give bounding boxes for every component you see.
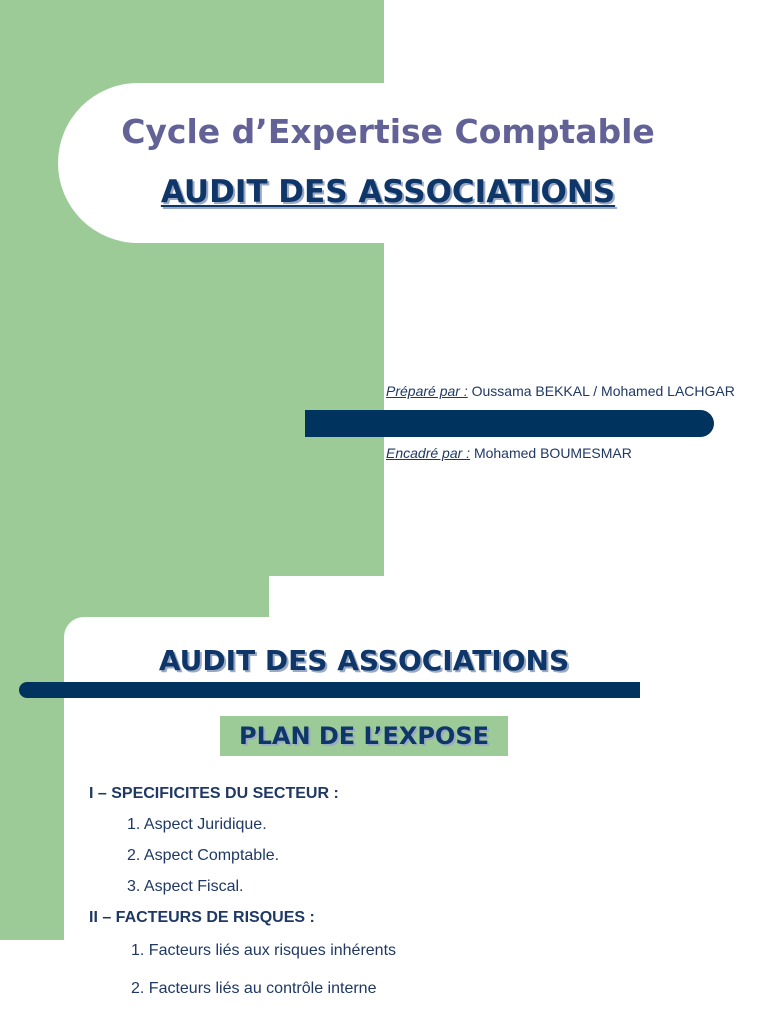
cover-subtitle: AUDIT DES ASSOCIATIONS	[160, 174, 616, 210]
slide2-divider-bar	[19, 682, 640, 698]
prepared-by	[386, 383, 735, 399]
list-item: 2. Aspect Comptable.	[127, 847, 280, 864]
section-heading: II – FACTEURS DE RISQUES :	[89, 909, 315, 926]
list-item: 2. Facteurs liés au contrôle interne	[131, 980, 377, 997]
prepared-by-names: Oussama BEKKAL / Mohamed LACHGAR	[467, 383, 735, 399]
cover-divider-bar	[305, 410, 714, 437]
list-item: 1. Aspect Juridique.	[127, 816, 267, 833]
supervised-by-label: Encadré par :	[386, 445, 471, 461]
prepared-by-label: Préparé par :	[386, 383, 468, 399]
plan-heading: PLAN DE L’EXPOSE	[238, 722, 490, 750]
cover-title-banner	[58, 83, 768, 243]
list-item: 3. Aspect Fiscal.	[127, 878, 244, 895]
section-heading: I – SPECIFICITES DU SECTEUR :	[89, 785, 339, 802]
supervised-by-name: Mohamed BOUMESMAR	[470, 445, 632, 461]
slide2-title: AUDIT DES ASSOCIATIONS	[158, 644, 570, 677]
supervised-by	[386, 445, 632, 461]
list-item: 1. Facteurs liés aux risques inhérents	[131, 942, 397, 959]
cover-title: Cycle d’Expertise Comptable	[121, 112, 655, 151]
